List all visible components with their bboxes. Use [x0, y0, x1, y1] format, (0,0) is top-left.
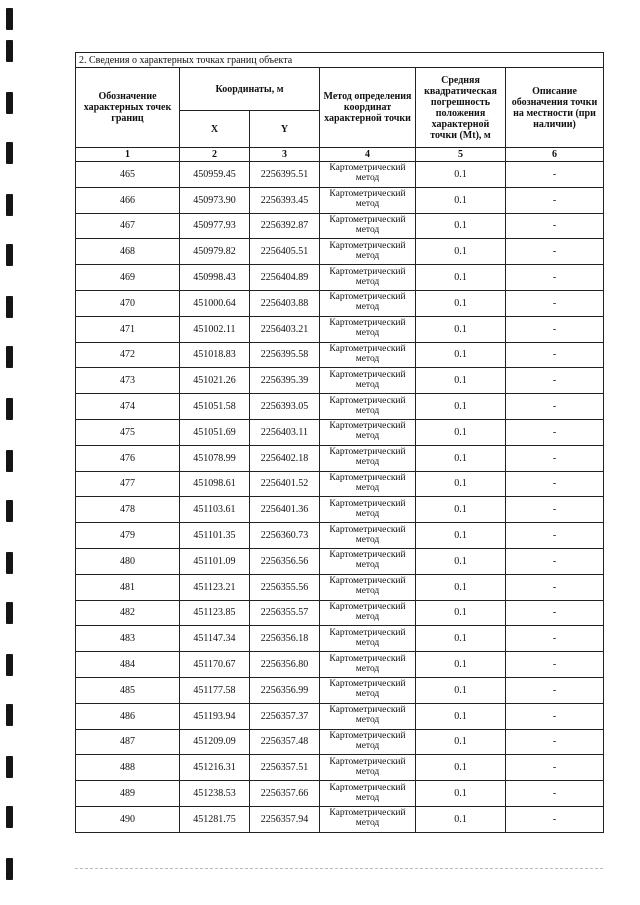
x-coordinate-cell: 451051.58: [180, 394, 250, 420]
header-point-id: Обозначение характерных точек границ: [76, 68, 180, 148]
method-cell: Картометрический метод: [320, 316, 416, 342]
description-cell: -: [506, 703, 604, 729]
binder-mark: [6, 398, 13, 420]
x-coordinate-cell: 451000.64: [180, 290, 250, 316]
description-cell: -: [506, 781, 604, 807]
table-row: [76, 471, 604, 497]
table-row: [76, 213, 604, 239]
point-number-cell: 474: [76, 394, 180, 420]
y-coordinate-cell: 2256403.11: [250, 419, 320, 445]
binder-mark: [6, 654, 13, 676]
point-number-cell: 468: [76, 239, 180, 265]
x-coordinate-cell: 451101.35: [180, 523, 250, 549]
error-cell: 0.1: [416, 574, 506, 600]
x-coordinate-cell: 451177.58: [180, 677, 250, 703]
table-row: [76, 265, 604, 291]
error-cell: 0.1: [416, 626, 506, 652]
y-coordinate-cell: 2256402.18: [250, 445, 320, 471]
binder-mark: [6, 142, 13, 164]
point-number-cell: 470: [76, 290, 180, 316]
binder-mark: [6, 194, 13, 216]
point-number-cell: 478: [76, 497, 180, 523]
point-number-cell: 487: [76, 729, 180, 755]
y-coordinate-cell: 2256357.51: [250, 755, 320, 781]
error-cell: 0.1: [416, 806, 506, 832]
table-row: [76, 316, 604, 342]
y-coordinate-cell: 2256357.66: [250, 781, 320, 807]
point-number-cell: 482: [76, 600, 180, 626]
error-cell: 0.1: [416, 471, 506, 497]
error-cell: 0.1: [416, 497, 506, 523]
method-cell: Картометрический метод: [320, 497, 416, 523]
description-cell: -: [506, 806, 604, 832]
method-cell: Картометрический метод: [320, 729, 416, 755]
error-cell: 0.1: [416, 600, 506, 626]
y-coordinate-cell: 2256357.94: [250, 806, 320, 832]
x-coordinate-cell: 451238.53: [180, 781, 250, 807]
method-cell: Картометрический метод: [320, 342, 416, 368]
x-coordinate-cell: 451002.11: [180, 316, 250, 342]
header-method: Метод определения координат характерной точки: [320, 68, 416, 148]
binder-mark: [6, 92, 13, 114]
column-number: 6: [506, 148, 604, 162]
description-cell: -: [506, 187, 604, 213]
error-cell: 0.1: [416, 187, 506, 213]
point-number-cell: 480: [76, 548, 180, 574]
column-number: 5: [416, 148, 506, 162]
table-row: [76, 574, 604, 600]
method-cell: Картометрический метод: [320, 523, 416, 549]
point-number-cell: 469: [76, 265, 180, 291]
x-coordinate-cell: 451193.94: [180, 703, 250, 729]
description-cell: -: [506, 600, 604, 626]
error-cell: 0.1: [416, 781, 506, 807]
x-coordinate-cell: 451281.75: [180, 806, 250, 832]
description-cell: -: [506, 342, 604, 368]
column-number: 1: [76, 148, 180, 162]
table-row: [76, 523, 604, 549]
point-number-cell: 473: [76, 368, 180, 394]
y-coordinate-cell: 2256357.37: [250, 703, 320, 729]
description-cell: -: [506, 497, 604, 523]
method-cell: Картометрический метод: [320, 213, 416, 239]
method-cell: Картометрический метод: [320, 290, 416, 316]
header-error: Средняя квадратическая погрешность положения характерной точки (Mt), м: [416, 68, 506, 148]
point-number-cell: 479: [76, 523, 180, 549]
method-cell: Картометрический метод: [320, 574, 416, 600]
binder-mark: [6, 704, 13, 726]
y-coordinate-cell: 2256356.99: [250, 677, 320, 703]
x-coordinate-cell: 451021.26: [180, 368, 250, 394]
point-number-cell: 472: [76, 342, 180, 368]
x-coordinate-cell: 451051.69: [180, 419, 250, 445]
method-cell: Картометрический метод: [320, 394, 416, 420]
description-cell: -: [506, 445, 604, 471]
point-number-cell: 466: [76, 187, 180, 213]
description-cell: -: [506, 394, 604, 420]
table-row: [76, 806, 604, 832]
table-row: [76, 419, 604, 445]
table-row: [76, 729, 604, 755]
method-cell: Картометрический метод: [320, 239, 416, 265]
table-row: [76, 445, 604, 471]
x-coordinate-cell: 451018.83: [180, 342, 250, 368]
y-coordinate-cell: 2256395.58: [250, 342, 320, 368]
x-coordinate-cell: 451123.85: [180, 600, 250, 626]
y-coordinate-cell: 2256405.51: [250, 239, 320, 265]
table-row: [76, 652, 604, 678]
error-cell: 0.1: [416, 394, 506, 420]
error-cell: 0.1: [416, 290, 506, 316]
y-coordinate-cell: 2256357.48: [250, 729, 320, 755]
x-coordinate-cell: 451216.31: [180, 755, 250, 781]
table-row: [76, 703, 604, 729]
table-row: [76, 394, 604, 420]
description-cell: -: [506, 239, 604, 265]
y-coordinate-cell: 2256360.73: [250, 523, 320, 549]
binder-hole-marks: [0, 0, 22, 905]
method-cell: Картометрический метод: [320, 755, 416, 781]
description-cell: -: [506, 316, 604, 342]
table-row: [76, 626, 604, 652]
point-number-cell: 477: [76, 471, 180, 497]
binder-mark: [6, 346, 13, 368]
binder-mark: [6, 806, 13, 828]
point-number-cell: 488: [76, 755, 180, 781]
description-cell: -: [506, 523, 604, 549]
error-cell: 0.1: [416, 162, 506, 188]
table-row: [76, 368, 604, 394]
binder-mark: [6, 450, 13, 472]
header-coordinates: Координаты, м: [180, 68, 320, 111]
error-cell: 0.1: [416, 368, 506, 394]
point-number-cell: 489: [76, 781, 180, 807]
y-coordinate-cell: 2256403.21: [250, 316, 320, 342]
x-coordinate-cell: 450979.82: [180, 239, 250, 265]
y-coordinate-cell: 2256404.89: [250, 265, 320, 291]
method-cell: Картометрический метод: [320, 445, 416, 471]
point-number-cell: 476: [76, 445, 180, 471]
description-cell: -: [506, 471, 604, 497]
x-coordinate-cell: 451147.34: [180, 626, 250, 652]
point-number-cell: 486: [76, 703, 180, 729]
binder-mark: [6, 756, 13, 778]
method-cell: Картометрический метод: [320, 677, 416, 703]
x-coordinate-cell: 451170.67: [180, 652, 250, 678]
x-coordinate-cell: 451209.09: [180, 729, 250, 755]
x-coordinate-cell: 451123.21: [180, 574, 250, 600]
method-cell: Картометрический метод: [320, 368, 416, 394]
method-cell: Картометрический метод: [320, 600, 416, 626]
y-coordinate-cell: 2256392.87: [250, 213, 320, 239]
error-cell: 0.1: [416, 523, 506, 549]
method-cell: Картометрический метод: [320, 265, 416, 291]
point-number-cell: 471: [76, 316, 180, 342]
point-number-cell: 481: [76, 574, 180, 600]
table-row: [76, 755, 604, 781]
error-cell: 0.1: [416, 703, 506, 729]
table-row: [76, 600, 604, 626]
binder-mark: [6, 552, 13, 574]
table-row: [76, 162, 604, 188]
point-number-cell: 465: [76, 162, 180, 188]
x-coordinate-cell: 450998.43: [180, 265, 250, 291]
point-number-cell: 485: [76, 677, 180, 703]
y-coordinate-cell: 2256401.52: [250, 471, 320, 497]
error-cell: 0.1: [416, 419, 506, 445]
description-cell: -: [506, 265, 604, 291]
error-cell: 0.1: [416, 755, 506, 781]
header-y: Y: [250, 111, 320, 148]
description-cell: -: [506, 548, 604, 574]
description-cell: -: [506, 213, 604, 239]
binder-mark: [6, 602, 13, 624]
table-row: [76, 290, 604, 316]
page-bottom-rule: [75, 868, 603, 869]
x-coordinate-cell: 451103.61: [180, 497, 250, 523]
description-cell: -: [506, 574, 604, 600]
error-cell: 0.1: [416, 342, 506, 368]
x-coordinate-cell: 450973.90: [180, 187, 250, 213]
table-row: [76, 239, 604, 265]
error-cell: 0.1: [416, 548, 506, 574]
table-row: [76, 342, 604, 368]
table-row: [76, 781, 604, 807]
header-description: Описание обозначения точки на местности (при наличии): [506, 68, 604, 148]
y-coordinate-cell: 2256403.88: [250, 290, 320, 316]
point-number-cell: 467: [76, 213, 180, 239]
error-cell: 0.1: [416, 239, 506, 265]
error-cell: 0.1: [416, 316, 506, 342]
method-cell: Картометрический метод: [320, 703, 416, 729]
table-body: [76, 162, 604, 833]
y-coordinate-cell: 2256355.56: [250, 574, 320, 600]
point-number-cell: 484: [76, 652, 180, 678]
description-cell: -: [506, 755, 604, 781]
table-row: [76, 187, 604, 213]
method-cell: Картометрический метод: [320, 626, 416, 652]
method-cell: Картометрический метод: [320, 187, 416, 213]
x-coordinate-cell: 451101.09: [180, 548, 250, 574]
y-coordinate-cell: 2256356.18: [250, 626, 320, 652]
method-cell: Картометрический метод: [320, 806, 416, 832]
y-coordinate-cell: 2256393.45: [250, 187, 320, 213]
method-cell: Картометрический метод: [320, 419, 416, 445]
binder-mark: [6, 500, 13, 522]
table-row: [76, 548, 604, 574]
section-title: 2. Сведения о характерных точках границ объекта: [76, 53, 604, 68]
column-number: 2: [180, 148, 250, 162]
y-coordinate-cell: 2256393.05: [250, 394, 320, 420]
point-number-cell: 475: [76, 419, 180, 445]
description-cell: -: [506, 652, 604, 678]
error-cell: 0.1: [416, 652, 506, 678]
description-cell: -: [506, 162, 604, 188]
description-cell: -: [506, 419, 604, 445]
method-cell: Картометрический метод: [320, 781, 416, 807]
y-coordinate-cell: 2256355.57: [250, 600, 320, 626]
error-cell: 0.1: [416, 729, 506, 755]
error-cell: 0.1: [416, 265, 506, 291]
y-coordinate-cell: 2256401.36: [250, 497, 320, 523]
column-number: 3: [250, 148, 320, 162]
binder-mark: [6, 40, 13, 62]
table-row: [76, 677, 604, 703]
error-cell: 0.1: [416, 677, 506, 703]
binder-mark: [6, 8, 13, 30]
method-cell: Картометрический метод: [320, 652, 416, 678]
y-coordinate-cell: 2256395.51: [250, 162, 320, 188]
x-coordinate-cell: 450959.45: [180, 162, 250, 188]
description-cell: -: [506, 729, 604, 755]
error-cell: 0.1: [416, 213, 506, 239]
description-cell: -: [506, 368, 604, 394]
x-coordinate-cell: 451098.61: [180, 471, 250, 497]
description-cell: -: [506, 290, 604, 316]
point-number-cell: 483: [76, 626, 180, 652]
point-number-cell: 490: [76, 806, 180, 832]
method-cell: Картометрический метод: [320, 162, 416, 188]
description-cell: -: [506, 677, 604, 703]
x-coordinate-cell: 451078.99: [180, 445, 250, 471]
y-coordinate-cell: 2256356.56: [250, 548, 320, 574]
y-coordinate-cell: 2256356.80: [250, 652, 320, 678]
description-cell: -: [506, 626, 604, 652]
x-coordinate-cell: 450977.93: [180, 213, 250, 239]
method-cell: Картометрический метод: [320, 548, 416, 574]
binder-mark: [6, 244, 13, 266]
table-row: [76, 497, 604, 523]
method-cell: Картометрический метод: [320, 471, 416, 497]
y-coordinate-cell: 2256395.39: [250, 368, 320, 394]
binder-mark: [6, 296, 13, 318]
error-cell: 0.1: [416, 445, 506, 471]
binder-mark: [6, 858, 13, 880]
header-x: X: [180, 111, 250, 148]
boundary-points-table: [75, 52, 604, 833]
column-number: 4: [320, 148, 416, 162]
